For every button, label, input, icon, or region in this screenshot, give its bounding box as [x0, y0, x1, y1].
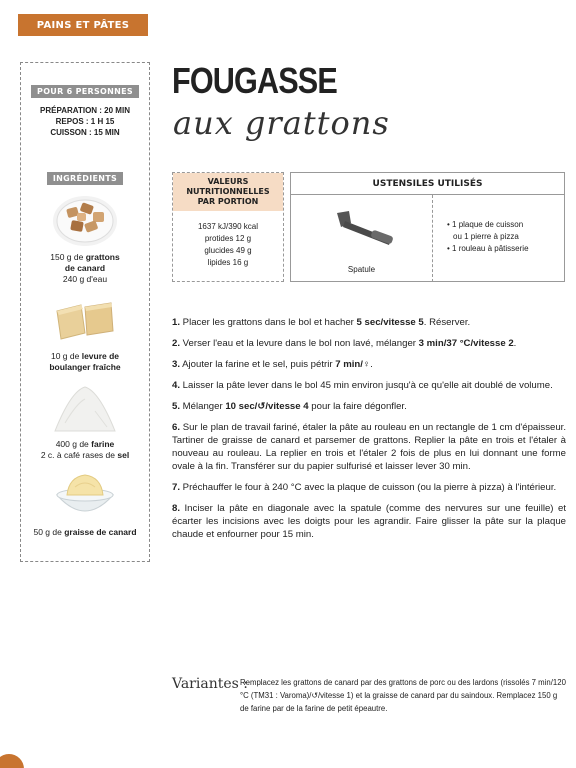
servings-pill: POUR 6 PERSONNES: [31, 85, 139, 98]
ingredient-name: levure de: [81, 351, 120, 361]
ingredient-flour: [27, 381, 143, 461]
nutrition-carbs: glucides 49 g: [204, 246, 252, 255]
step-5: 5. Mélanger 10 sec/↺/vitesse 4 pour la faire dégonfler.: [172, 401, 407, 412]
ingredient-qty: 150 g de: [50, 252, 86, 262]
yeast-icon: [51, 293, 119, 347]
spatula-label: Spatule: [347, 265, 376, 274]
tool-item: • 1 rouleau à pâtisserie: [447, 244, 529, 253]
step-8: 8. Inciser la pâte en diagonale avec la spatule (comme des nervures sur une feuille) et écarter les incisions avec les doigts pour les agrandir. Faire glisser la pâte sur la plaque chaude et enfourner pour 15 min.: [172, 503, 566, 540]
ingredient-qty: 50 g de: [33, 527, 65, 537]
step-7: 7. Préchauffer le four à 240 °C avec la plaque de cuisson (ou la pierre à pizza) à l'intérieur.: [172, 482, 557, 493]
nutrition-heading: VALEURS NUTRITIONNELLES PAR PORTION: [173, 173, 283, 211]
nutrition-energy: 1637 kJ/390 kcal: [197, 222, 259, 231]
grattons-icon: [51, 194, 119, 248]
times-block: [27, 105, 143, 138]
ingredient-grattons: [27, 194, 143, 285]
spatula-icon: [331, 207, 401, 247]
tool-item: ou 1 pierre à pizza: [453, 232, 519, 241]
page-number-badge: [0, 754, 24, 768]
ingredient-name-cont: boulanger fraîche: [49, 362, 121, 372]
ingredients-pill: INGRÉDIENTS: [47, 172, 123, 185]
tools-heading: USTENSILES UTILISÉS: [291, 173, 564, 195]
tools-spatula-cell: [291, 195, 433, 282]
ingredient-name: grattons: [85, 252, 120, 262]
variantes-box: [172, 676, 566, 715]
ingredient-qty-2: 2 c. à café rases de: [40, 450, 118, 460]
step-1: 1. Placer les grattons dans le bol et hacher 5 sec/vitesse 5. Réserver.: [172, 317, 471, 328]
ingredient-name: farine: [91, 439, 115, 449]
ingredient-name: graisse de canard: [64, 527, 137, 537]
step-4: 4. Laisser la pâte lever dans le bol 45 min environ jusqu'à ce qu'elle ait doublé de volume.: [172, 380, 553, 391]
ingredients-sidebar: [20, 62, 150, 562]
ingredient-yeast: [27, 293, 143, 373]
variantes-text: Remplacez les grattons de canard par des grattons de porc ou des lardons (rissolés 7 min/120 °C (TM31 : Varoma)/↺/vitesse 1) et la graisse de canard par du saindoux. Remplacez 150 g de farine par de la farine de petit épeautre.: [240, 678, 566, 713]
duck-fat-icon: [51, 469, 119, 523]
tool-item: • 1 plaque de cuisson: [447, 220, 524, 229]
ingredient-name-cont: de canard: [64, 263, 106, 273]
recipe-title: FOUGASSE: [172, 60, 337, 101]
ingredient-qty: 400 g de: [55, 439, 92, 449]
nutrition-box: [172, 172, 284, 282]
prep-time: PRÉPARATION : 20 MIN: [40, 106, 130, 115]
nutrition-fat: lipides 16 g: [207, 258, 249, 267]
nutrition-protein: protides 12 g: [204, 234, 252, 243]
variantes-label: Variantes :: [172, 676, 248, 692]
recipe-subtitle: aux grattons: [173, 104, 390, 142]
tools-box: [290, 172, 565, 282]
flour-icon: [51, 381, 119, 435]
step-2: 2. Verser l'eau et la levure dans le bol non lavé, mélanger 3 min/37 °C/vitesse 2.: [172, 338, 517, 349]
rest-time: REPOS : 1 H 15: [55, 117, 115, 126]
step-3: 3. Ajouter la farine et le sel, puis pétrir 7 min/♀.: [172, 359, 373, 370]
ingredient-qty: 10 g de: [50, 351, 82, 361]
cook-time: CUISSON : 15 MIN: [50, 128, 120, 137]
recipe-steps: [172, 316, 566, 549]
category-tab: PAINS ET PÂTES: [18, 14, 148, 36]
nutrition-values: [173, 211, 283, 269]
step-6: 6. Sur le plan de travail fariné, étaler la pâte au rouleau en un rectangle de 1 cm d'épaisseur. Tartiner de graisse de canard et parsemer de grattons. Replier la pâte en trois et l'étaler à nouveau au rouleau. La replier en trois et l'étaler 2 fois de plus en lui donnant une forme ovale à la fin. Transférer sur du papier sulfurisé et laisser lever 30 min.: [172, 422, 566, 472]
ingredient-extra: 240 g d'eau: [62, 274, 108, 284]
tools-list: [433, 195, 564, 282]
ingredient-name-2: sel: [117, 450, 130, 460]
ingredient-duck-fat: [27, 469, 143, 538]
